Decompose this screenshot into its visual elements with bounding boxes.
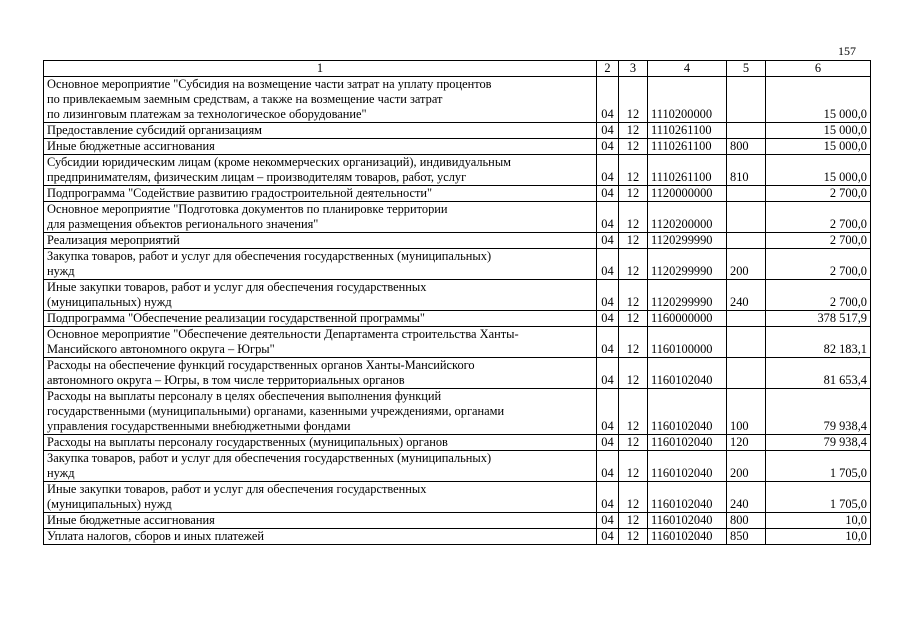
row-type-cell: 200 bbox=[727, 249, 766, 280]
row-section-cell: 04 bbox=[597, 311, 619, 327]
row-article-cell: 1160102040 bbox=[648, 513, 727, 529]
budget-table bbox=[43, 60, 871, 545]
row-name-cell: Подпрограмма "Обеспечение реализации государственной программы" bbox=[44, 311, 597, 327]
table-row bbox=[44, 358, 871, 389]
row-article-cell: 1110200000 bbox=[648, 77, 727, 123]
header-cell-type: 5 bbox=[727, 61, 766, 77]
row-section-cell: 04 bbox=[597, 139, 619, 155]
row-sum-cell: 15 000,0 bbox=[766, 77, 871, 123]
row-sum-cell: 15 000,0 bbox=[766, 155, 871, 186]
row-name-cell: Закупка товаров, работ и услуг для обеспечения государственных (муниципальных) нужд bbox=[44, 249, 597, 280]
row-subsection-cell: 12 bbox=[619, 311, 648, 327]
row-sum-cell: 10,0 bbox=[766, 529, 871, 545]
row-sum-cell: 79 938,4 bbox=[766, 435, 871, 451]
header-cell-sum: 6 bbox=[766, 61, 871, 77]
table-row bbox=[44, 513, 871, 529]
row-section-cell: 04 bbox=[597, 358, 619, 389]
table-row bbox=[44, 482, 871, 513]
row-article-cell: 1160102040 bbox=[648, 451, 727, 482]
table-body bbox=[44, 61, 871, 545]
row-subsection-cell: 12 bbox=[619, 123, 648, 139]
header-cell-section: 2 bbox=[597, 61, 619, 77]
row-article-cell: 1160102040 bbox=[648, 529, 727, 545]
row-name-cell: Иные бюджетные ассигнования bbox=[44, 513, 597, 529]
row-type-cell bbox=[727, 77, 766, 123]
row-name-cell: Иные бюджетные ассигнования bbox=[44, 139, 597, 155]
row-section-cell: 04 bbox=[597, 389, 619, 435]
row-subsection-cell: 12 bbox=[619, 529, 648, 545]
row-name-cell: Основное мероприятие "Обеспечение деятельности Департамента строительства Ханты- Мансийского автономного округа – Югры" bbox=[44, 327, 597, 358]
row-type-cell: 240 bbox=[727, 280, 766, 311]
row-sum-cell: 378 517,9 bbox=[766, 311, 871, 327]
row-section-cell: 04 bbox=[597, 327, 619, 358]
row-sum-cell: 2 700,0 bbox=[766, 280, 871, 311]
row-type-cell: 120 bbox=[727, 435, 766, 451]
row-article-cell: 1160000000 bbox=[648, 311, 727, 327]
row-subsection-cell: 12 bbox=[619, 482, 648, 513]
row-sum-cell: 1 705,0 bbox=[766, 451, 871, 482]
table-row bbox=[44, 202, 871, 233]
table-row bbox=[44, 139, 871, 155]
row-article-cell: 1120200000 bbox=[648, 202, 727, 233]
row-section-cell: 04 bbox=[597, 513, 619, 529]
table-row bbox=[44, 123, 871, 139]
row-type-cell bbox=[727, 358, 766, 389]
row-section-cell: 04 bbox=[597, 451, 619, 482]
row-name-cell: Закупка товаров, работ и услуг для обеспечения государственных (муниципальных) нужд bbox=[44, 451, 597, 482]
row-name-cell: Иные закупки товаров, работ и услуг для обеспечения государственных (муниципальных) нужд bbox=[44, 482, 597, 513]
row-subsection-cell: 12 bbox=[619, 513, 648, 529]
row-sum-cell: 79 938,4 bbox=[766, 389, 871, 435]
row-subsection-cell: 12 bbox=[619, 280, 648, 311]
row-subsection-cell: 12 bbox=[619, 327, 648, 358]
row-type-cell: 850 bbox=[727, 529, 766, 545]
table-row bbox=[44, 311, 871, 327]
row-section-cell: 04 bbox=[597, 77, 619, 123]
row-sum-cell: 10,0 bbox=[766, 513, 871, 529]
row-subsection-cell: 12 bbox=[619, 435, 648, 451]
table-row bbox=[44, 435, 871, 451]
table-row bbox=[44, 155, 871, 186]
row-subsection-cell: 12 bbox=[619, 202, 648, 233]
row-type-cell: 800 bbox=[727, 513, 766, 529]
row-name-cell: Реализация мероприятий bbox=[44, 233, 597, 249]
header-cell-name: 1 bbox=[44, 61, 597, 77]
row-type-cell: 200 bbox=[727, 451, 766, 482]
row-sum-cell: 15 000,0 bbox=[766, 123, 871, 139]
row-section-cell: 04 bbox=[597, 482, 619, 513]
row-section-cell: 04 bbox=[597, 280, 619, 311]
row-name-cell: Уплата налогов, сборов и иных платежей bbox=[44, 529, 597, 545]
row-section-cell: 04 bbox=[597, 249, 619, 280]
table-row bbox=[44, 529, 871, 545]
table-row bbox=[44, 77, 871, 123]
row-type-cell bbox=[727, 186, 766, 202]
row-name-cell: Основное мероприятие "Субсидия на возмещение части затрат на уплату процентов по привлекаемым заемным средствам, а также на возмещение части затрат по лизинговым платежам за технологическое оборудование" bbox=[44, 77, 597, 123]
table-row bbox=[44, 233, 871, 249]
row-subsection-cell: 12 bbox=[619, 358, 648, 389]
row-type-cell bbox=[727, 311, 766, 327]
row-type-cell bbox=[727, 202, 766, 233]
row-sum-cell: 81 653,4 bbox=[766, 358, 871, 389]
page-number: 157 bbox=[838, 44, 856, 58]
row-name-cell: Иные закупки товаров, работ и услуг для обеспечения государственных (муниципальных) нужд bbox=[44, 280, 597, 311]
row-sum-cell: 15 000,0 bbox=[766, 139, 871, 155]
row-article-cell: 1110261100 bbox=[648, 155, 727, 186]
row-article-cell: 1110261100 bbox=[648, 123, 727, 139]
row-article-cell: 1120299990 bbox=[648, 280, 727, 311]
header-cell-subsection: 3 bbox=[619, 61, 648, 77]
row-subsection-cell: 12 bbox=[619, 77, 648, 123]
row-subsection-cell: 12 bbox=[619, 389, 648, 435]
row-subsection-cell: 12 bbox=[619, 233, 648, 249]
table-row bbox=[44, 280, 871, 311]
row-sum-cell: 82 183,1 bbox=[766, 327, 871, 358]
row-article-cell: 1160102040 bbox=[648, 358, 727, 389]
header-row bbox=[44, 61, 871, 77]
row-section-cell: 04 bbox=[597, 155, 619, 186]
row-article-cell: 1160100000 bbox=[648, 327, 727, 358]
row-section-cell: 04 bbox=[597, 123, 619, 139]
row-article-cell: 1160102040 bbox=[648, 435, 727, 451]
table-row bbox=[44, 389, 871, 435]
row-name-cell: Основное мероприятие "Подготовка документов по планировке территории для размещения объектов регионального значения" bbox=[44, 202, 597, 233]
row-type-cell: 240 bbox=[727, 482, 766, 513]
row-article-cell: 1120299990 bbox=[648, 233, 727, 249]
row-type-cell bbox=[727, 233, 766, 249]
row-section-cell: 04 bbox=[597, 186, 619, 202]
row-sum-cell: 2 700,0 bbox=[766, 233, 871, 249]
row-article-cell: 1160102040 bbox=[648, 482, 727, 513]
row-type-cell: 100 bbox=[727, 389, 766, 435]
row-sum-cell: 2 700,0 bbox=[766, 186, 871, 202]
row-sum-cell: 1 705,0 bbox=[766, 482, 871, 513]
row-subsection-cell: 12 bbox=[619, 249, 648, 280]
header-cell-article: 4 bbox=[648, 61, 727, 77]
table-row bbox=[44, 186, 871, 202]
row-type-cell bbox=[727, 123, 766, 139]
table-row bbox=[44, 327, 871, 358]
row-subsection-cell: 12 bbox=[619, 451, 648, 482]
row-name-cell: Расходы на выплаты персоналу государственных (муниципальных) органов bbox=[44, 435, 597, 451]
row-name-cell: Расходы на обеспечение функций государственных органов Ханты-Мансийского автономного округа – Югры, в том числе территориальных органов bbox=[44, 358, 597, 389]
row-subsection-cell: 12 bbox=[619, 155, 648, 186]
row-article-cell: 1110261100 bbox=[648, 139, 727, 155]
row-section-cell: 04 bbox=[597, 529, 619, 545]
row-name-cell: Расходы на выплаты персоналу в целях обеспечения выполнения функций государственными (муниципальными) органами, казенными учреждениями, органами управления государственными внебюджетными фондами bbox=[44, 389, 597, 435]
row-section-cell: 04 bbox=[597, 202, 619, 233]
row-article-cell: 1120299990 bbox=[648, 249, 727, 280]
row-section-cell: 04 bbox=[597, 233, 619, 249]
row-name-cell: Предоставление субсидий организациям bbox=[44, 123, 597, 139]
row-section-cell: 04 bbox=[597, 435, 619, 451]
row-sum-cell: 2 700,0 bbox=[766, 202, 871, 233]
table-row bbox=[44, 249, 871, 280]
row-name-cell: Субсидии юридическим лицам (кроме некоммерческих организаций), индивидуальным предпринимателям, физическим лицам – производителям товаров, работ, услуг bbox=[44, 155, 597, 186]
table-row bbox=[44, 451, 871, 482]
row-subsection-cell: 12 bbox=[619, 139, 648, 155]
row-type-cell: 800 bbox=[727, 139, 766, 155]
row-sum-cell: 2 700,0 bbox=[766, 249, 871, 280]
row-subsection-cell: 12 bbox=[619, 186, 648, 202]
row-article-cell: 1160102040 bbox=[648, 389, 727, 435]
row-type-cell: 810 bbox=[727, 155, 766, 186]
row-name-cell: Подпрограмма "Содействие развитию градостроительной деятельности" bbox=[44, 186, 597, 202]
row-type-cell bbox=[727, 327, 766, 358]
row-article-cell: 1120000000 bbox=[648, 186, 727, 202]
